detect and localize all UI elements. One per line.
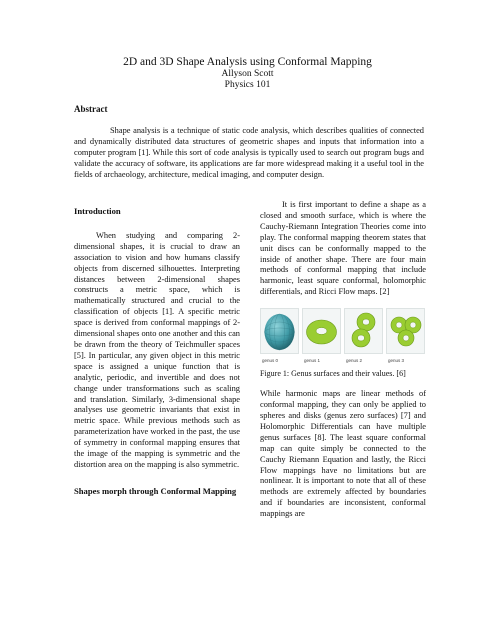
methods-paragraph: While harmonic maps are linear methods of conformal mapping, they can only be applied to spheres and disks (genus zero surfaces) [7] and Holomorphic Differentials can have multiple genus surfaces [8]. The least square conformal map can quite simply be connected to the Cauchy Riemann Equation and lastly, the Ricci Flow mappings have no limitations but are nonlinear. It is important to note that all of these methods are extremely affected by boundaries and if boundaries are inconsistent, conformal mappings are [260,389,426,519]
title-block [0,56,495,90]
genus1-torus-icon [303,309,340,353]
paper-title: 2D and 3D Shape Analysis using Conformal Mapping [123,56,372,68]
figure-caption: Figure 1: Genus surfaces and their values. [6] [260,369,406,379]
genus-label: genus 3 [388,358,405,364]
genus-label: genus 0 [262,358,279,364]
introduction-heading: Introduction [74,206,121,216]
left-column [74,206,240,497]
genus3-surface-icon [387,309,426,353]
genus-label: genus 1 [304,358,321,364]
abstract-heading: Abstract [74,104,108,114]
definition-paragraph: It is first important to define a shape as a closed and smooth surface, which is where the Cauchy-Riemann Integration Theories come into play. The conformal mapping theorem states that unit discs can be conformally mapped to the inside of another shape. There are four main methods of conformal mapping that include harmonic, least square conformal, holomorphic differentials, and Ricci Flow maps. [2] [260,200,426,297]
author-name: Allyson Scott [221,69,274,79]
genus2-surface-icon [345,309,382,353]
right-column [260,200,426,520]
introduction-text: When studying and comparing 2-dimensional shapes, it is crucial to draw an association to vision and how humans classify objects from discerned silhouettes. Interpreting distances between 2-dimensional shapes constructs a metric space, which is mathematically structured and crucial to the classification of objects [1]. A specific metric space is derived from conformal mappings of 2-dimensional shapes onto one another and this can be drawn from the theory of Teichmuller spaces [5]. In particular, any given object in this metric space is assigned a unique function that is analytic, periodic, and invertible and does not change under transformations such as scaling and translation. Similarly, 3-dimensional shape analyses use geometric invariants that exist in metric space. While previous methods such as parameterization have worked in the past, the use of symmetry in conformal mapping ensures that the image of the mapping is symmetric and the distortion area on the mapping is also symmetric. [74,230,240,469]
genus-label: genus 2 [346,358,363,364]
course-name: Physics 101 [224,79,271,90]
genus0-sphere-icon [261,309,298,353]
genus0-panel [260,308,299,354]
section-heading-shapes-morph: Shapes morph through Conformal Mapping [74,485,237,496]
abstract-text: Shape analysis is a technique of static code analysis, which describes qualities of connected and dynamically distributed data structures of geometric shapes and inputs that information into a computer program [1]. While this sort of code analysis is typically used to search out program bugs and validate the accuracy of software, its applications are far more widespread making it a useful tool in the fields of archaeology, architecture, medical imaging, and computer design. [74,126,424,179]
genus-surfaces-figure [260,308,426,365]
genus1-panel [302,308,341,354]
genus3-panel [386,308,425,354]
genus2-panel [344,308,383,354]
